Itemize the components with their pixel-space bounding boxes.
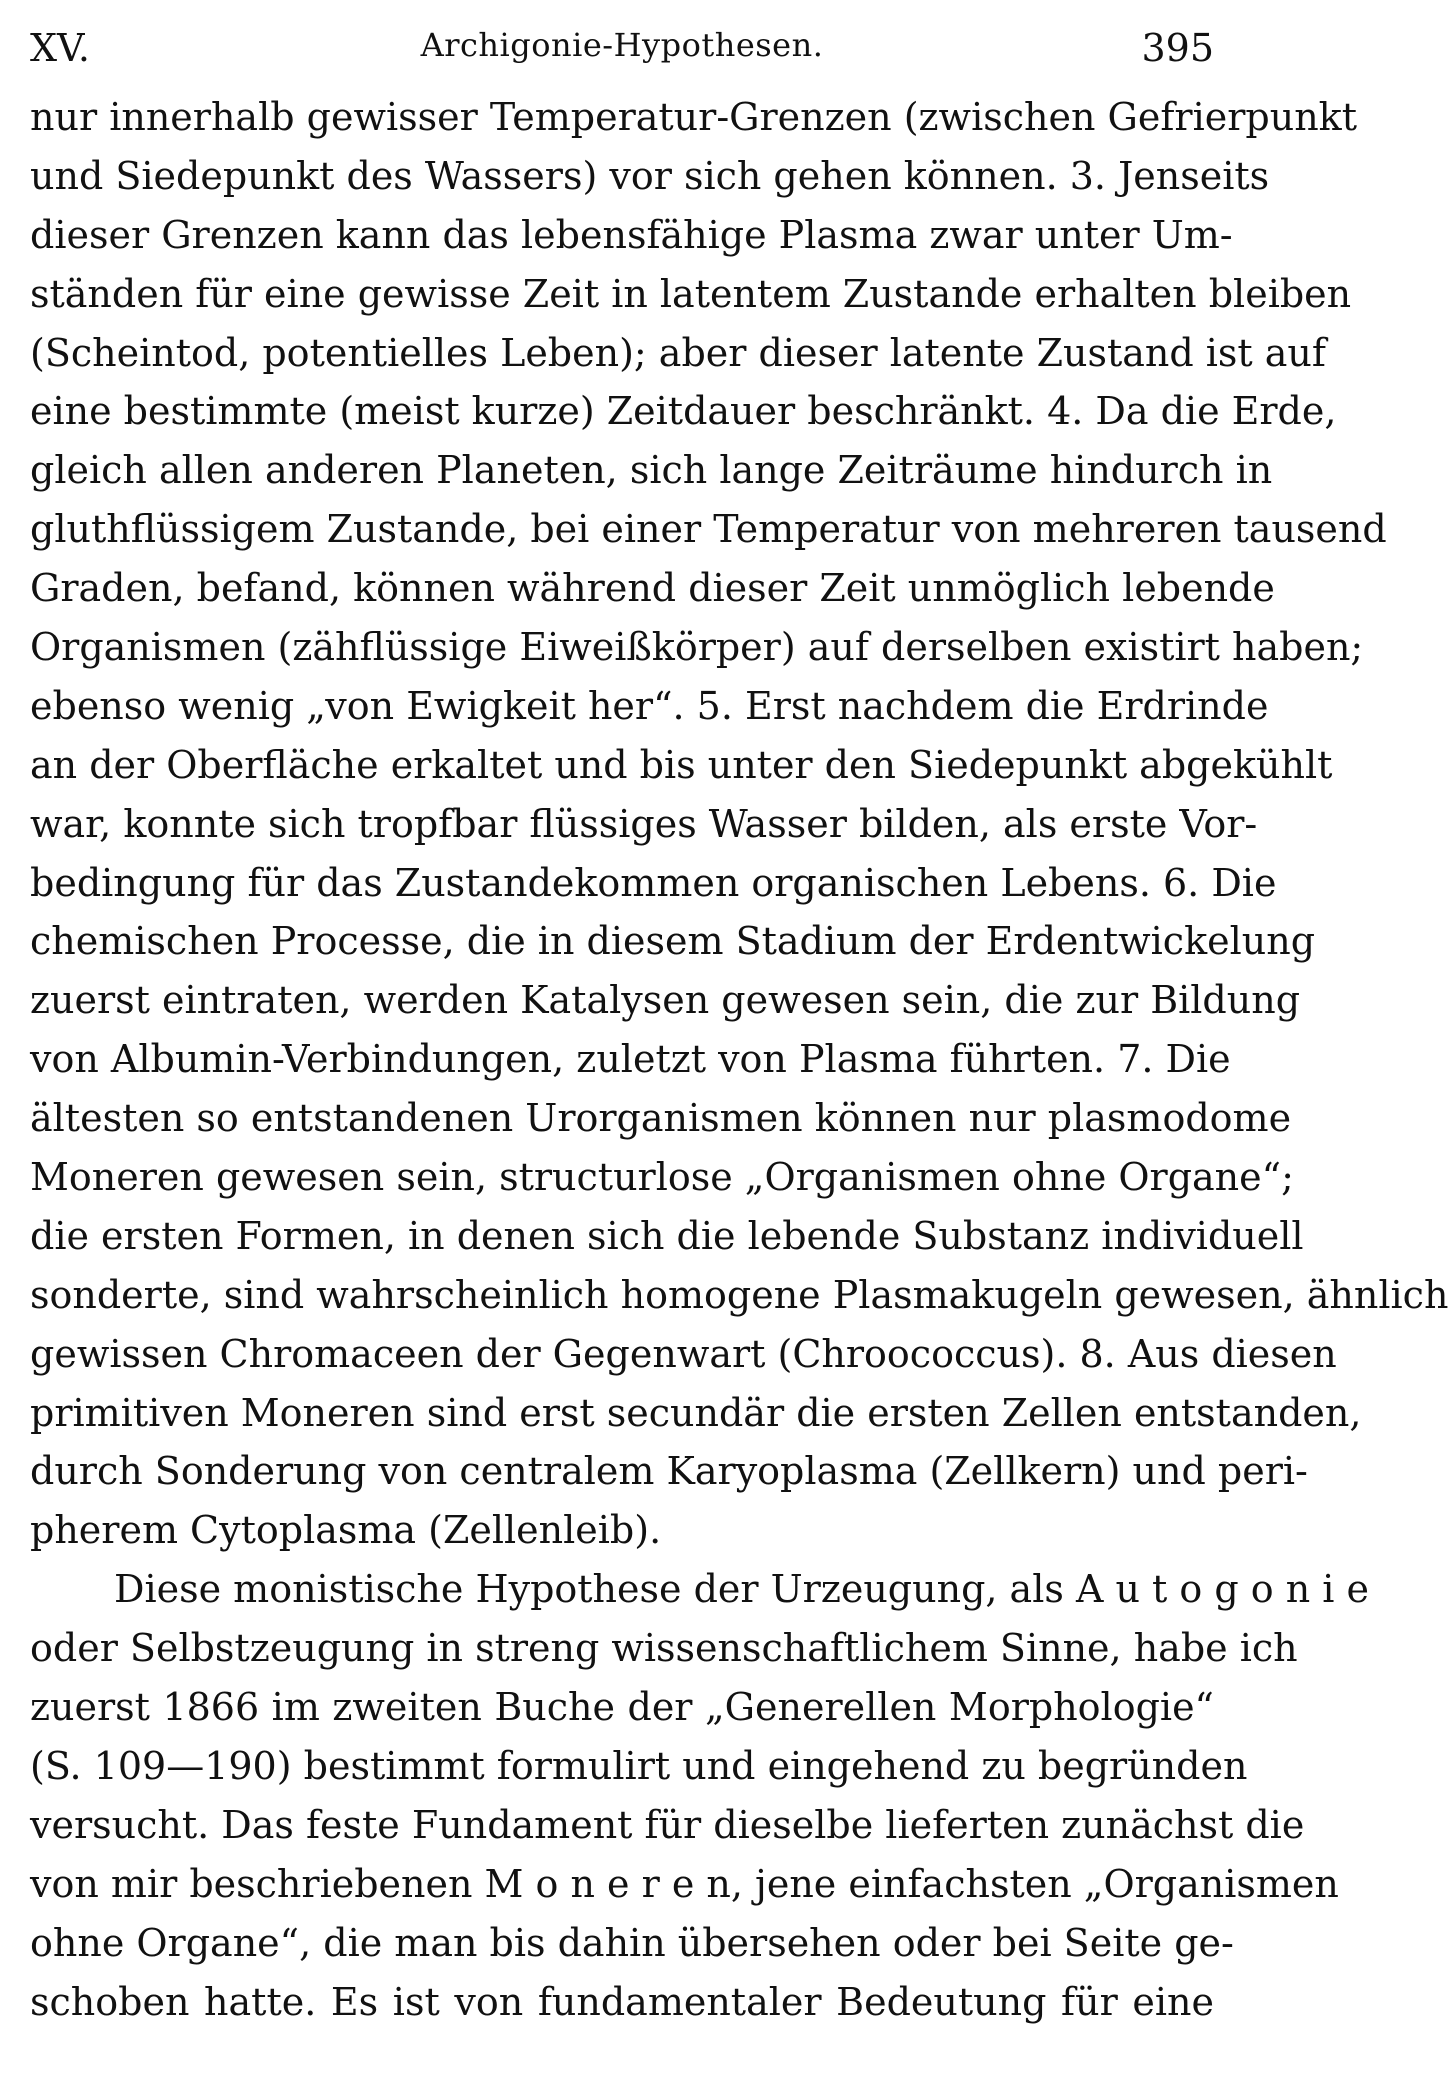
text-line: Organismen (zähflüssige Eiweißkörper) auf derselben existirt haben; — [30, 625, 1364, 670]
text-line: gluthflüssigem Zustande, bei einer Temperatur von mehreren tausend — [30, 507, 1387, 552]
body-text — [30, 88, 1448, 2031]
text-line: Graden, befand, können während dieser Zeit unmöglich lebende — [30, 566, 1275, 611]
paragraph-end-line: pherem Cytoplasma (Zellenleib). — [30, 1508, 662, 1553]
text-line: Moneren gewesen sein, structurlose „Organismen ohne Organe“; — [30, 1155, 1294, 1200]
text-line: primitiven Moneren sind erst secundär die ersten Zellen entstanden, — [30, 1390, 1362, 1435]
text-line: an der Oberfläche erkaltet und bis unter den Siedepunkt abgekühlt — [30, 742, 1333, 787]
text-line: (S. 109—190) bestimmt formulirt und eingehend zu begründen — [30, 1743, 1248, 1788]
text-line: durch Sonderung von centralem Karyoplasma (Zellkern) und peri- — [30, 1449, 1308, 1494]
text-line: (Scheintod, potentielles Leben); aber dieser latente Zustand ist auf — [30, 330, 1326, 375]
text-line: zuerst 1866 im zweiten Buche der „Generellen Morphologie“ — [30, 1685, 1214, 1730]
paragraph-start-line: Diese monistische Hypothese der Urzeugung, als A u t o g o n i e — [114, 1567, 1369, 1612]
text-line: ohne Organe“, die man bis dahin übersehen oder bei Seite ge- — [30, 1920, 1234, 1965]
page-header — [30, 20, 1214, 80]
text-line: oder Selbstzeugung in streng wissenschaftlichem Sinne, habe ich — [30, 1626, 1298, 1671]
running-title: Archigonie-Hypothesen. — [420, 26, 824, 64]
text-line: die ersten Formen, in denen sich die lebende Substanz individuell — [30, 1213, 1304, 1258]
text-line: eine bestimmte (meist kurze) Zeitdauer beschränkt. 4. Da die Erde, — [30, 389, 1337, 434]
chapter-number: XV. — [30, 26, 90, 70]
text-line: bedingung für das Zustandekommen organischen Lebens. 6. Die — [30, 860, 1277, 905]
text-line: und Siedepunkt des Wassers) vor sich gehen können. 3. Jenseits — [30, 153, 1270, 198]
text-line: war, konnte sich tropfbar flüssiges Wasser bilden, als erste Vor- — [30, 801, 1258, 846]
text-line: von mir beschriebenen M o n e r e n, jene einfachsten „Organismen — [30, 1861, 1339, 1906]
book-page — [30, 0, 1448, 2096]
page-number: 395 — [1141, 26, 1214, 70]
text-line: von Albumin-Verbindungen, zuletzt von Plasma führten. 7. Die — [30, 1037, 1231, 1082]
text-line: gewissen Chromaceen der Gegenwart (Chroococcus). 8. Aus diesen — [30, 1331, 1337, 1376]
text-line: sonderte, sind wahrscheinlich homogene Plasmakugeln gewesen, ähnlich — [30, 1272, 1448, 1317]
text-line: schoben hatte. Es ist von fundamentaler Bedeutung für eine — [30, 1979, 1214, 2024]
text-line: ständen für eine gewisse Zeit in latentem Zustande erhalten bleiben — [30, 271, 1352, 316]
text-line: chemischen Processe, die in diesem Stadium der Erdentwickelung — [30, 919, 1316, 964]
text-line: versucht. Das feste Fundament für dieselbe lieferten zunächst die — [30, 1802, 1305, 1847]
text-line: zuerst eintraten, werden Katalysen gewesen sein, die zur Bildung — [30, 978, 1301, 1023]
text-line: nur innerhalb gewisser Temperatur-Grenzen (zwischen Gefrierpunkt — [30, 95, 1357, 139]
text-line: ältesten so entstandenen Urorganismen können nur plasmodome — [30, 1096, 1292, 1141]
text-line: ebenso wenig „von Ewigkeit her“. 5. Erst nachdem die Erdrinde — [30, 683, 1269, 728]
text-line: gleich allen anderen Planeten, sich lange Zeiträume hindurch in — [30, 448, 1273, 493]
text-line: dieser Grenzen kann das lebensfähige Plasma zwar unter Um- — [30, 212, 1233, 257]
